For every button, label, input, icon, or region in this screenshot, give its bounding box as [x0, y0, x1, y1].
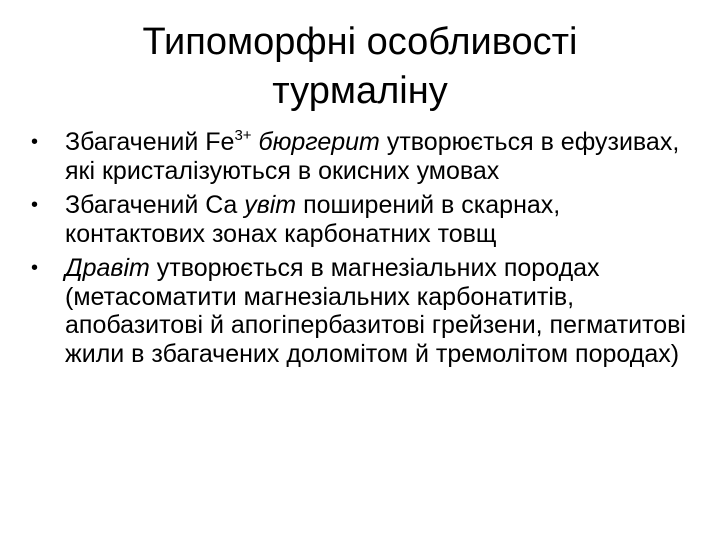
- slide-title-line-2: турмаліну: [272, 70, 448, 112]
- bullet-marker: •: [31, 257, 39, 279]
- mineral-name: Дравіт: [65, 254, 150, 282]
- bullet-item-dravite: [28, 254, 700, 368]
- bullet-list: [28, 128, 700, 374]
- mineral-name: увіт: [244, 191, 297, 219]
- bullet-text: Збагачений Fe: [65, 128, 235, 156]
- slide-title-line-1: Типоморфні особливості: [142, 21, 578, 63]
- bullet-marker: •: [31, 131, 39, 153]
- bullet-text: утворюється в магнезіальних породах (метасоматити магнезіальних карбонатитів, апобазитові й апогіпербазитові грейзени, пегматитові жили в збагачених доломітом й тремолітом породах): [65, 254, 686, 368]
- slide-title: [36, 18, 684, 116]
- bullet-item-burgerite: [28, 128, 700, 185]
- mineral-name: бюргерит: [258, 128, 380, 156]
- bullet-text: поширений в скарнах, контактових зонах карбонатних товщ: [65, 191, 561, 248]
- bullet-item-uvite: [28, 191, 700, 248]
- bullet-text: Збагачений Ca: [65, 191, 238, 219]
- bullet-marker: •: [31, 194, 39, 216]
- bullet-text: утворюється в ефузивах, які кристалізуються в окисних умовах: [65, 128, 680, 185]
- superscript-charge: 3+: [234, 127, 252, 144]
